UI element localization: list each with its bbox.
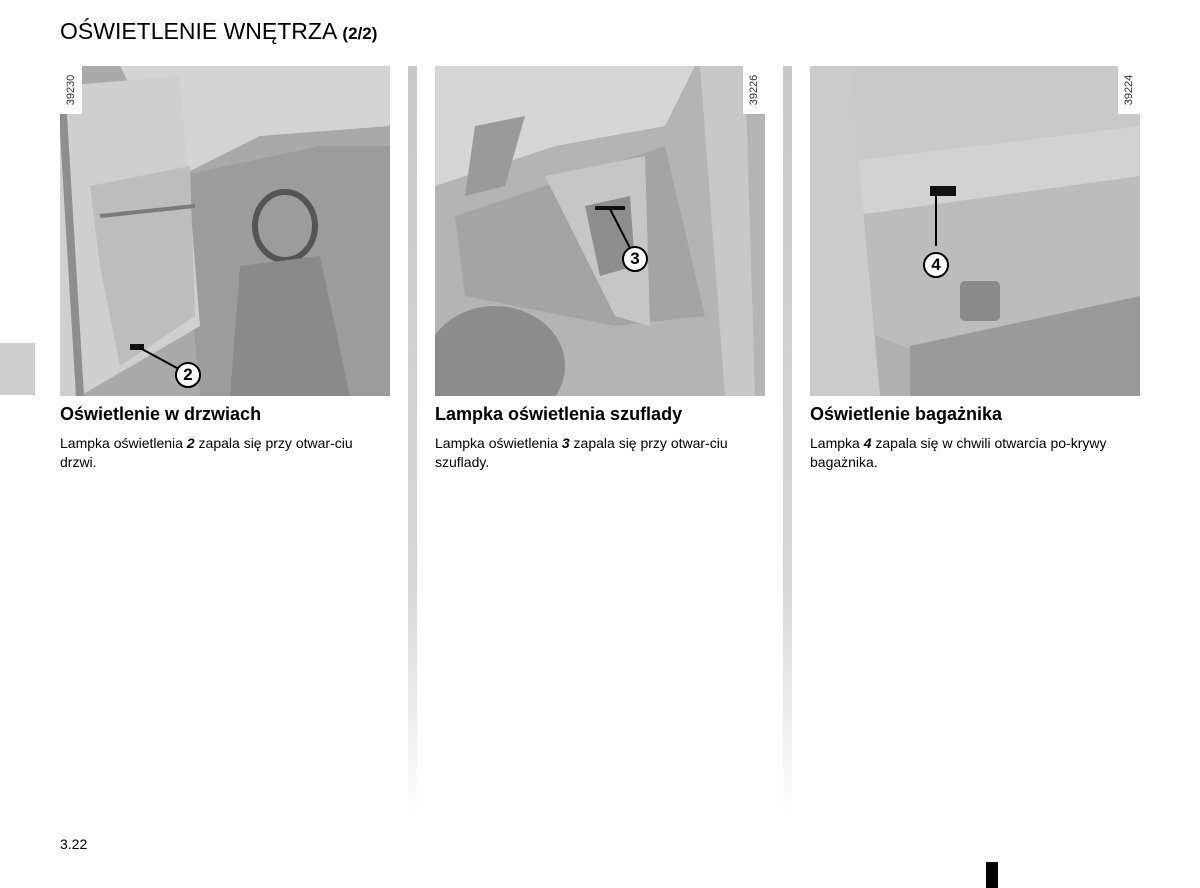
callout-3: 3 [622, 246, 648, 272]
page-number: 3.22 [60, 836, 88, 852]
section-heading: Oświetlenie bagażnika [810, 404, 1003, 424]
section-heading: Lampka oświetlenia szuflady [435, 404, 683, 424]
section-door-light [60, 66, 390, 472]
section-text: Lampka oświetlenia 2 zapala się przy otwar-ciu drzwi. [60, 435, 353, 470]
door-illustration [60, 66, 390, 396]
trunk-illustration [810, 66, 1140, 396]
figure-number: 39224 [1118, 66, 1140, 114]
figure-number: 39230 [60, 66, 82, 114]
figure-number: 39226 [743, 66, 765, 114]
section-trunk-light [810, 66, 1140, 472]
section-text: Lampka oświetlenia 3 zapala się przy otwar-ciu szuflady. [435, 435, 728, 470]
section-heading: Oświetlenie w drzwiach [60, 404, 262, 424]
title-part: (2/2) [342, 24, 378, 43]
callout-4: 4 [923, 252, 949, 278]
callout-2: 2 [175, 362, 201, 388]
page-edge-mark [986, 862, 998, 888]
title-text: OŚWIETLENIE WNĘTRZA [60, 18, 337, 44]
column-divider [783, 66, 792, 816]
page-title [60, 18, 377, 45]
section-glovebox-light [435, 66, 765, 472]
glovebox-illustration [435, 66, 765, 396]
column-divider [408, 66, 417, 816]
section-tab [0, 343, 35, 395]
section-text: Lampka 4 zapala się w chwili otwarcia po-krywy bagażnika. [810, 435, 1107, 470]
